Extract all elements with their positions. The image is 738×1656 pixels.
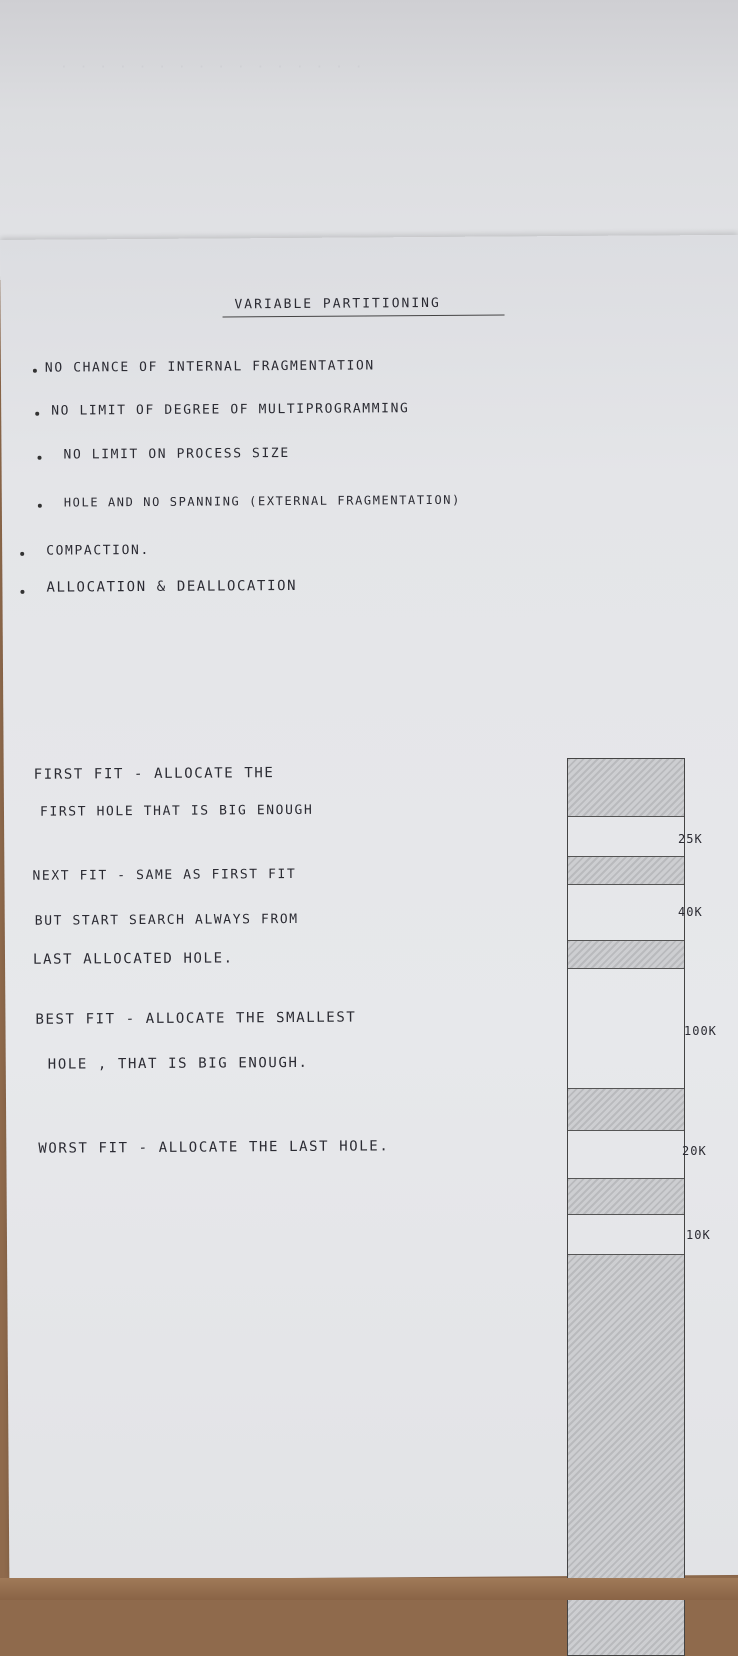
- memory-block-hole: [568, 1215, 684, 1255]
- best-fit-line-1: BEST FIT - ALLOCATE THE SMALLEST: [35, 1009, 357, 1028]
- bullet-text: COMPACTION.: [46, 542, 150, 559]
- bullet-text: NO LIMIT OF DEGREE OF MULTIPROGRAMMING: [51, 401, 410, 419]
- first-fit-line-1: FIRST FIT - ALLOCATE THE: [33, 765, 275, 783]
- memory-block-hole: [568, 885, 684, 941]
- bullet: [38, 456, 42, 460]
- bullet-text: ALLOCATION & DEALLOCATION: [46, 577, 298, 596]
- bullet: [20, 552, 24, 556]
- memory-block-allocated: [568, 759, 684, 817]
- bullet-text: NO CHANCE OF INTERNAL FRAGMENTATION: [44, 358, 375, 376]
- bullet-text: NO LIMIT ON PROCESS SIZE: [63, 445, 290, 463]
- bullet-text: HOLE AND NO SPANNING (EXTERNAL FRAGMENTATION): [63, 492, 461, 510]
- memory-block-allocated: [568, 1179, 684, 1215]
- page-title: VARIABLE PARTITIONING: [234, 295, 441, 313]
- memory-block-allocated: [568, 857, 684, 885]
- first-fit-line-2: FIRST HOLE THAT IS BIG ENOUGH: [39, 802, 314, 820]
- size-label: 100K: [684, 1024, 717, 1038]
- table-edge: [0, 1578, 738, 1600]
- memory-block-hole: [568, 969, 684, 1089]
- bullet: [20, 590, 24, 594]
- next-fit-line-2: BUT START SEARCH ALWAYS FROM: [34, 911, 299, 929]
- size-label: 20K: [682, 1144, 707, 1158]
- bullet: [38, 504, 42, 508]
- worst-fit-line: WORST FIT - ALLOCATE THE LAST HOLE.: [38, 1138, 390, 1157]
- bleed-through-text: · · · · · · · · · · · · · · · ·: [60, 60, 365, 75]
- best-fit-line-2: HOLE , THAT IS BIG ENOUGH.: [47, 1054, 309, 1073]
- bullet: [33, 369, 37, 373]
- bullet: [35, 412, 39, 416]
- size-label: 25K: [678, 832, 703, 846]
- memory-block-allocated: [568, 1089, 684, 1131]
- memory-block-hole: [568, 817, 684, 857]
- title-underline: [223, 314, 505, 317]
- size-label: 40K: [678, 905, 703, 919]
- next-fit-line-1: NEXT FIT - SAME AS FIRST FIT: [32, 866, 297, 884]
- memory-diagram: [567, 758, 685, 1656]
- size-label: 10K: [686, 1228, 711, 1242]
- next-fit-line-3: LAST ALLOCATED HOLE.: [32, 950, 234, 968]
- memory-block-allocated: [568, 941, 684, 969]
- memory-block-hole: [568, 1131, 684, 1179]
